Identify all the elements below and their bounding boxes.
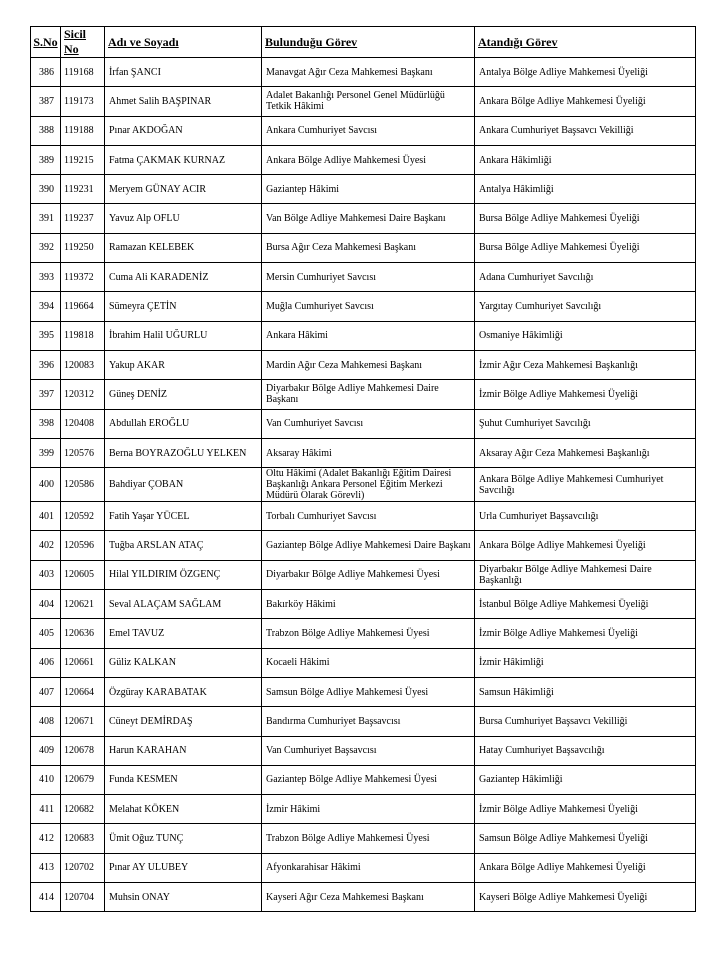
cell-sno: 399 [31, 438, 61, 467]
cell-current-position: Samsun Bölge Adliye Mahkemesi Üyesi [262, 677, 475, 706]
cell-name: İbrahim Halil UĞURLU [105, 321, 262, 350]
cell-sicil-no: 120671 [61, 707, 105, 736]
table-row [31, 350, 696, 379]
cell-assigned-position: Ankara Bölge Adliye Mahkemesi Üyeliği [475, 853, 696, 882]
cell-assigned-position: Şuhut Cumhuriyet Savcılığı [475, 409, 696, 438]
table-row [31, 736, 696, 765]
cell-current-position: Muğla Cumhuriyet Savcısı [262, 292, 475, 321]
cell-sicil-no: 120596 [61, 531, 105, 560]
cell-name: Cüneyt DEMİRDAŞ [105, 707, 262, 736]
column-header-assigned-position: Atandığı Görev [475, 27, 696, 58]
cell-sno: 412 [31, 824, 61, 853]
cell-sicil-no: 120586 [61, 468, 105, 502]
cell-current-position: Mardin Ağır Ceza Mahkemesi Başkanı [262, 350, 475, 379]
cell-sicil-no: 120661 [61, 648, 105, 677]
cell-sicil-no: 119231 [61, 175, 105, 204]
cell-name: Ramazan KELEBEK [105, 233, 262, 262]
cell-current-position: Trabzon Bölge Adliye Mahkemesi Üyesi [262, 619, 475, 648]
cell-current-position: Gaziantep Hâkimi [262, 175, 475, 204]
cell-assigned-position: Osmaniye Hâkimliği [475, 321, 696, 350]
table-row [31, 765, 696, 794]
cell-sno: 406 [31, 648, 61, 677]
cell-sicil-no: 120621 [61, 590, 105, 619]
cell-sno: 409 [31, 736, 61, 765]
cell-sicil-no: 119664 [61, 292, 105, 321]
cell-assigned-position: Gaziantep Hâkimliği [475, 765, 696, 794]
cell-current-position: Bursa Ağır Ceza Mahkemesi Başkanı [262, 233, 475, 262]
cell-name: Pınar AKDOĞAN [105, 116, 262, 145]
cell-current-position: İzmir Hâkimi [262, 795, 475, 824]
cell-current-position: Torbalı Cumhuriyet Savcısı [262, 502, 475, 531]
cell-current-position: Van Cumhuriyet Savcısı [262, 409, 475, 438]
cell-name: Harun KARAHAN [105, 736, 262, 765]
column-header-sno: S.No [31, 27, 61, 58]
cell-name: Güneş DENİZ [105, 380, 262, 409]
cell-sno: 393 [31, 263, 61, 292]
cell-current-position: Oltu Hâkimi (Adalet Bakanlığı Eğitim Dairesi Başkanlığı Ankara Personel Eğitim Merkezi Müdürü Olarak Görevli) [262, 468, 475, 502]
cell-name: Melahat KÖKEN [105, 795, 262, 824]
table-row [31, 707, 696, 736]
cell-sicil-no: 119237 [61, 204, 105, 233]
table-row [31, 145, 696, 174]
cell-sno: 407 [31, 677, 61, 706]
cell-current-position: Adalet Bakanlığı Personel Genel Müdürlüğü Tetkik Hâkimi [262, 87, 475, 116]
table-row [31, 87, 696, 116]
cell-sicil-no: 120636 [61, 619, 105, 648]
cell-sno: 386 [31, 58, 61, 87]
cell-assigned-position: Antalya Hâkimliği [475, 175, 696, 204]
cell-current-position: Diyarbakır Bölge Adliye Mahkemesi Daire Başkanı [262, 380, 475, 409]
column-header-current-position: Bulunduğu Görev [262, 27, 475, 58]
cell-sicil-no: 119168 [61, 58, 105, 87]
table-row [31, 531, 696, 560]
cell-sno: 408 [31, 707, 61, 736]
cell-name: Abdullah EROĞLU [105, 409, 262, 438]
table-row [31, 380, 696, 409]
cell-sicil-no: 119372 [61, 263, 105, 292]
cell-sicil-no: 119188 [61, 116, 105, 145]
cell-sno: 414 [31, 883, 61, 912]
cell-current-position: Trabzon Bölge Adliye Mahkemesi Üyesi [262, 824, 475, 853]
table-row [31, 883, 696, 912]
cell-current-position: Kocaeli Hâkimi [262, 648, 475, 677]
cell-assigned-position: Bursa Bölge Adliye Mahkemesi Üyeliği [475, 204, 696, 233]
cell-assigned-position: İzmir Hâkimliği [475, 648, 696, 677]
cell-assigned-position: İstanbul Bölge Adliye Mahkemesi Üyeliği [475, 590, 696, 619]
table-body [31, 58, 696, 912]
cell-sno: 394 [31, 292, 61, 321]
cell-sno: 403 [31, 560, 61, 589]
cell-name: Funda KESMEN [105, 765, 262, 794]
cell-name: Yavuz Alp OFLU [105, 204, 262, 233]
cell-sno: 390 [31, 175, 61, 204]
cell-current-position: Van Bölge Adliye Mahkemesi Daire Başkanı [262, 204, 475, 233]
cell-assigned-position: Bursa Cumhuriyet Başsavcı Vekilliği [475, 707, 696, 736]
appointments-table-wrapper [30, 26, 696, 912]
table-row [31, 795, 696, 824]
table-row [31, 321, 696, 350]
cell-assigned-position: Yargıtay Cumhuriyet Savcılığı [475, 292, 696, 321]
cell-current-position: Diyarbakır Bölge Adliye Mahkemesi Üyesi [262, 560, 475, 589]
cell-current-position: Ankara Bölge Adliye Mahkemesi Üyesi [262, 145, 475, 174]
cell-current-position: Ankara Hâkimi [262, 321, 475, 350]
cell-current-position: Aksaray Hâkimi [262, 438, 475, 467]
cell-sicil-no: 120083 [61, 350, 105, 379]
table-row [31, 619, 696, 648]
cell-sicil-no: 120576 [61, 438, 105, 467]
cell-sicil-no: 120592 [61, 502, 105, 531]
cell-assigned-position: Antalya Bölge Adliye Mahkemesi Üyeliği [475, 58, 696, 87]
cell-name: Yakup AKAR [105, 350, 262, 379]
table-row [31, 468, 696, 502]
table-row [31, 502, 696, 531]
cell-sicil-no: 119818 [61, 321, 105, 350]
cell-sno: 388 [31, 116, 61, 145]
cell-sno: 389 [31, 145, 61, 174]
cell-assigned-position: Ankara Cumhuriyet Başsavcı Vekilliği [475, 116, 696, 145]
table-row [31, 409, 696, 438]
cell-assigned-position: Ankara Hâkimliği [475, 145, 696, 174]
cell-sno: 405 [31, 619, 61, 648]
table-row [31, 677, 696, 706]
cell-current-position: Gaziantep Bölge Adliye Mahkemesi Üyesi [262, 765, 475, 794]
cell-current-position: Bandırma Cumhuriyet Başsavcısı [262, 707, 475, 736]
cell-current-position: Mersin Cumhuriyet Savcısı [262, 263, 475, 292]
table-row [31, 648, 696, 677]
cell-name: Seval ALAÇAM SAĞLAM [105, 590, 262, 619]
cell-sno: 387 [31, 87, 61, 116]
cell-assigned-position: Samsun Bölge Adliye Mahkemesi Üyeliği [475, 824, 696, 853]
cell-current-position: Ankara Cumhuriyet Savcısı [262, 116, 475, 145]
cell-assigned-position: Ankara Bölge Adliye Mahkemesi Üyeliği [475, 531, 696, 560]
cell-sno: 411 [31, 795, 61, 824]
cell-sicil-no: 120682 [61, 795, 105, 824]
cell-sno: 395 [31, 321, 61, 350]
cell-name: Ahmet Salih BAŞPINAR [105, 87, 262, 116]
cell-sicil-no: 120312 [61, 380, 105, 409]
cell-name: Muhsin ONAY [105, 883, 262, 912]
cell-sno: 401 [31, 502, 61, 531]
cell-name: Hilal YILDIRIM ÖZGENÇ [105, 560, 262, 589]
cell-sno: 396 [31, 350, 61, 379]
table-row [31, 58, 696, 87]
cell-sicil-no: 120678 [61, 736, 105, 765]
cell-current-position: Bakırköy Hâkimi [262, 590, 475, 619]
cell-current-position: Gaziantep Bölge Adliye Mahkemesi Daire Başkanı [262, 531, 475, 560]
table-header-row [31, 27, 696, 58]
cell-sicil-no: 120702 [61, 853, 105, 882]
cell-name: Emel TAVUZ [105, 619, 262, 648]
cell-assigned-position: Ankara Bölge Adliye Mahkemesi Cumhuriyet Savcılığı [475, 468, 696, 502]
table-row [31, 560, 696, 589]
cell-assigned-position: İzmir Bölge Adliye Mahkemesi Üyeliği [475, 619, 696, 648]
cell-current-position: Afyonkarahisar Hâkimi [262, 853, 475, 882]
cell-name: Bahdiyar ÇOBAN [105, 468, 262, 502]
cell-assigned-position: Diyarbakır Bölge Adliye Mahkemesi Daire Başkanlığı [475, 560, 696, 589]
cell-name: Meryem GÜNAY ACIR [105, 175, 262, 204]
cell-name: Pınar AY ULUBEY [105, 853, 262, 882]
cell-name: Özgüray KARABATAK [105, 677, 262, 706]
cell-sicil-no: 120679 [61, 765, 105, 794]
cell-sno: 410 [31, 765, 61, 794]
cell-name: Fatih Yaşar YÜCEL [105, 502, 262, 531]
cell-name: Tuğba ARSLAN ATAÇ [105, 531, 262, 560]
table-row [31, 590, 696, 619]
table-row [31, 853, 696, 882]
cell-name: Cuma Ali KARADENİZ [105, 263, 262, 292]
cell-sicil-no: 119215 [61, 145, 105, 174]
cell-assigned-position: İzmir Ağır Ceza Mahkemesi Başkanlığı [475, 350, 696, 379]
cell-name: Berna BOYRAZOĞLU YELKEN [105, 438, 262, 467]
cell-assigned-position: Adana Cumhuriyet Savcılığı [475, 263, 696, 292]
cell-sicil-no: 120683 [61, 824, 105, 853]
cell-name: Fatma ÇAKMAK KURNAZ [105, 145, 262, 174]
cell-assigned-position: Hatay Cumhuriyet Başsavcılığı [475, 736, 696, 765]
cell-assigned-position: Ankara Bölge Adliye Mahkemesi Üyeliği [475, 87, 696, 116]
cell-assigned-position: Urla Cumhuriyet Başsavcılığı [475, 502, 696, 531]
table-row [31, 204, 696, 233]
appointments-table [30, 26, 696, 912]
cell-name: İrfan ŞANCI [105, 58, 262, 87]
cell-current-position: Kayseri Ağır Ceza Mahkemesi Başkanı [262, 883, 475, 912]
cell-assigned-position: Bursa Bölge Adliye Mahkemesi Üyeliği [475, 233, 696, 262]
table-row [31, 438, 696, 467]
cell-sno: 400 [31, 468, 61, 502]
cell-sno: 392 [31, 233, 61, 262]
cell-sicil-no: 119173 [61, 87, 105, 116]
table-row [31, 116, 696, 145]
table-row [31, 233, 696, 262]
cell-assigned-position: Kayseri Bölge Adliye Mahkemesi Üyeliği [475, 883, 696, 912]
cell-sicil-no: 120664 [61, 677, 105, 706]
cell-sno: 397 [31, 380, 61, 409]
cell-sno: 413 [31, 853, 61, 882]
cell-sno: 404 [31, 590, 61, 619]
cell-sno: 402 [31, 531, 61, 560]
column-header-name: Adı ve Soyadı [105, 27, 262, 58]
cell-sno: 398 [31, 409, 61, 438]
cell-name: Güliz KALKAN [105, 648, 262, 677]
table-row [31, 824, 696, 853]
table-row [31, 175, 696, 204]
table-row [31, 292, 696, 321]
cell-name: Ümit Oğuz TUNÇ [105, 824, 262, 853]
cell-sno: 391 [31, 204, 61, 233]
column-header-sicil: Sicil No [61, 27, 105, 58]
cell-assigned-position: İzmir Bölge Adliye Mahkemesi Üyeliği [475, 795, 696, 824]
cell-sicil-no: 120704 [61, 883, 105, 912]
cell-assigned-position: İzmir Bölge Adliye Mahkemesi Üyeliği [475, 380, 696, 409]
cell-assigned-position: Aksaray Ağır Ceza Mahkemesi Başkanlığı [475, 438, 696, 467]
cell-sicil-no: 120605 [61, 560, 105, 589]
cell-sicil-no: 119250 [61, 233, 105, 262]
cell-name: Sümeyra ÇETİN [105, 292, 262, 321]
cell-current-position: Van Cumhuriyet Başsavcısı [262, 736, 475, 765]
cell-current-position: Manavgat Ağır Ceza Mahkemesi Başkanı [262, 58, 475, 87]
cell-assigned-position: Samsun Hâkimliği [475, 677, 696, 706]
table-row [31, 263, 696, 292]
cell-sicil-no: 120408 [61, 409, 105, 438]
